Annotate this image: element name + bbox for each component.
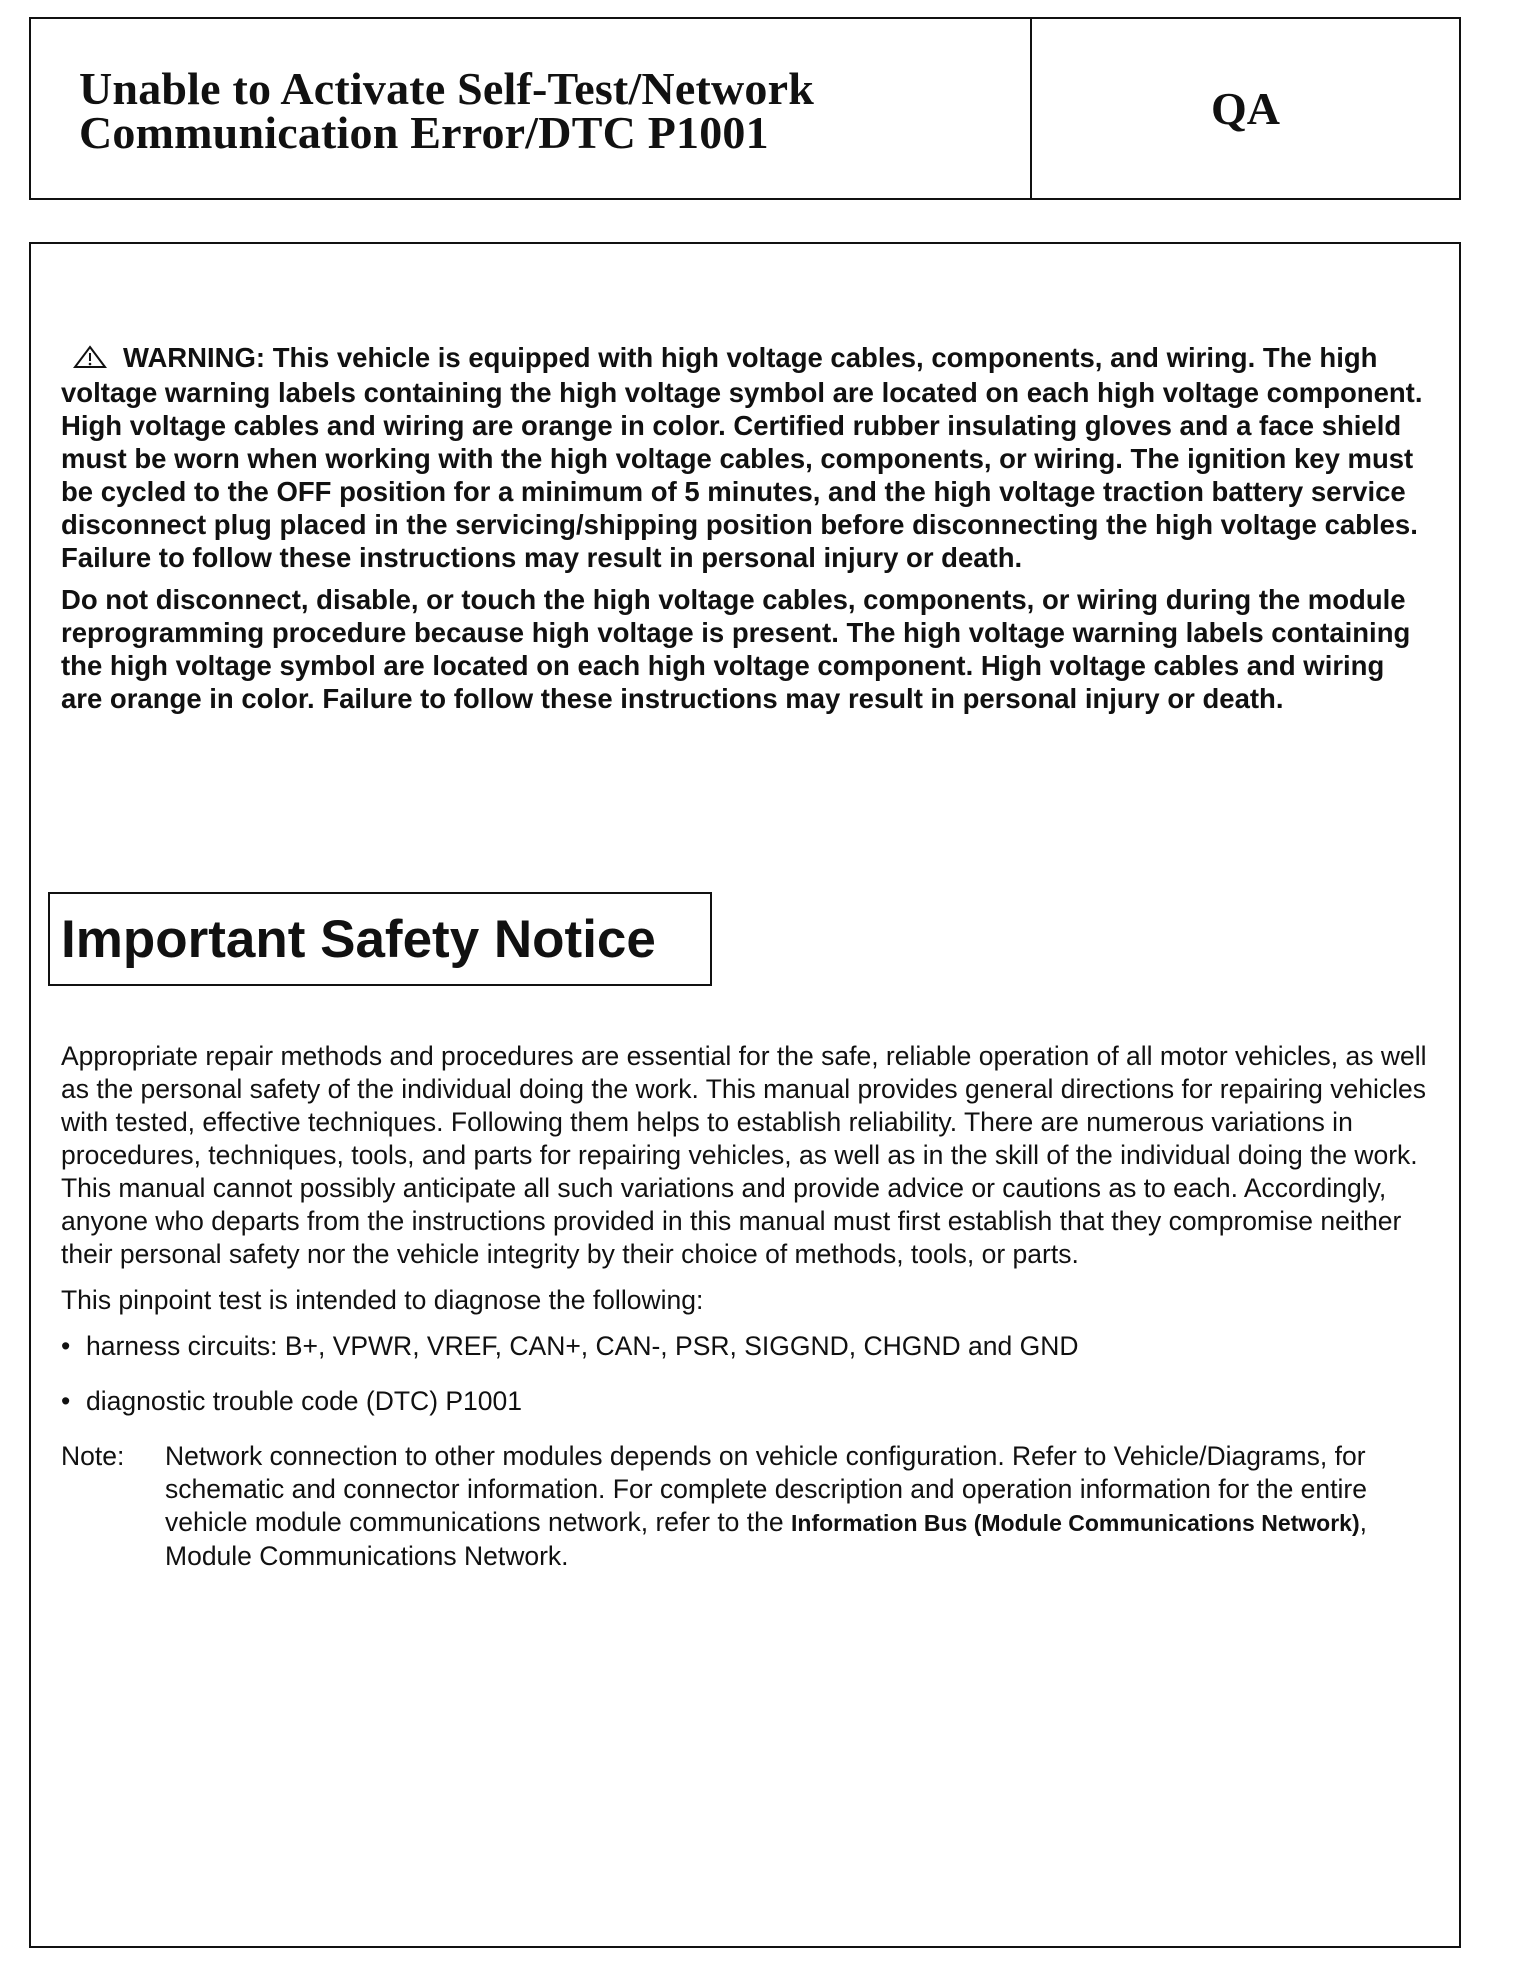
safety-notice-heading: Important Safety Notice [48,892,712,986]
bullet-marker: • [61,1331,71,1361]
bullet-marker: • [61,1386,71,1416]
pinpoint-intro: This pinpoint test is intended to diagnose the following: [61,1285,704,1315]
note-label: Note: [61,1441,125,1471]
notice-paragraph: Appropriate repair methods and procedures are essential for the safe, reliable operation of all motor vehicles, as well as the personal safety of the individual doing the work. This manual provides general directions for repairing vehicles with tested, effective techniques. Following them helps to establish reliability. There are numerous variations in procedures, techniques, tools, and parts for repairing vehicles, as well as in the skill of the individual doing the work. This manual cannot possibly anticipate all such variations and provide advice or cautions as to each. Accordingly, anyone who departs from the instructions provided in this manual must first establish that they compromise neither their personal safety nor the vehicle integrity by their choice of methods, tools, or parts. [61,1041,1427,1269]
warning-triangle-icon [73,343,107,376]
information-bus-link[interactable]: Information Bus (Module Communications Network) [791,1510,1360,1536]
section-code: QA [1211,83,1280,134]
warning-block [61,341,1433,724]
list-item [61,1385,1441,1418]
warning-text-1: WARNING: This vehicle is equipped with high voltage cables, components, and wiring. The high voltage warning labels containing the high voltage symbol are located on each high voltage component. High voltage cables and wiring are orange in color. Certified rubber insulating gloves and a face shield must be worn when working with the high voltage cables, components, or wiring. The ignition key must be cycled to the OFF position for a minimum of 5 minutes, and the high voltage traction battery service disconnect plug placed in the servicing/shipping position before disconnecting the high voltage cables. Failure to follow these instructions may result in personal injury or death. [61,342,1423,573]
document-title [31,19,1032,198]
note-text [165,1440,1441,1573]
content-box [29,242,1461,1948]
warning-paragraph-2: Do not disconnect, disable, or touch the high voltage cables, components, or wiring during the module reprogramming procedure because high voltage is present. The high voltage warning labels containing the high voltage symbol are located on each high voltage component. High voltage cables and wiring are orange in color. Failure to follow these instructions may result in personal injury or death. [61,584,1411,714]
note-body: Network connection to other modules depends on vehicle configuration. Refer to Vehicle/Diagrams, for schematic and connector information. For complete description and operation information for the entire vehicle module communications network, refer to the [165,1441,1367,1537]
note-block [61,1440,1441,1573]
bullet-text: diagnostic trouble code (DTC) P1001 [86,1386,523,1416]
bullet-text: harness circuits: B+, VPWR, VREF, CAN+, CAN-, PSR, SIGGND, CHGND and GND [86,1331,1079,1361]
warning-paragraph-1 [61,341,1433,574]
list-item [61,1330,1441,1363]
title-line-1: Unable to Activate Self-Test/Network [79,63,815,114]
document-header [29,17,1461,200]
note-tail: , Module Communications Network. [165,1507,1367,1571]
title-line-2: Communication Error/DTC P1001 [79,107,769,158]
notice-body [61,1040,1441,1573]
